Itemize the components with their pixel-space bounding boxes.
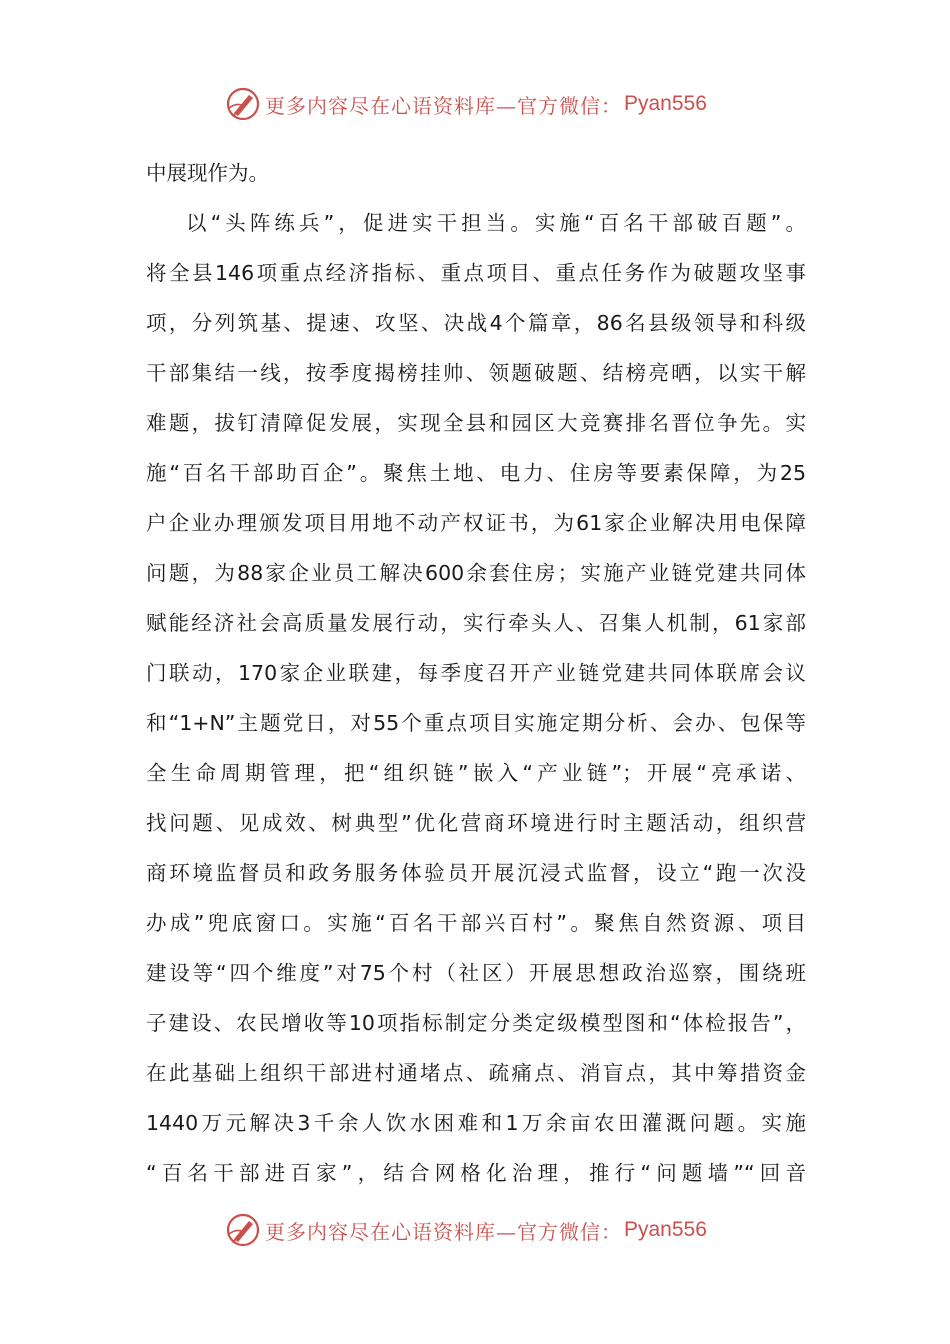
text-line: 干部集结一线，按季度揭榜挂帅、领题破题、结榜亮晒，以实干解 [146, 361, 806, 385]
text-line: 将全县146项重点经济指标、重点项目、重点任务作为破题攻坚事 [146, 261, 806, 285]
text-line: 施“百名干部助百企”。聚焦土地、电力、住房等要素保障，为25 [146, 461, 806, 485]
text-line: 商环境监督员和政务服务体验员开展沉浸式监督，设立“跑一次没 [146, 861, 806, 885]
watermark-text: 更多内容尽在心语资料库—官方微信： [265, 1219, 622, 1244]
pen-logo-icon [225, 1212, 261, 1248]
pen-logo-icon [225, 86, 261, 122]
text-line: “百名干部进百家”，结合网格化治理，推行“问题墙”“回音 [146, 1161, 806, 1185]
text-line: 找问题、见成效、树典型”优化营商环境进行时主题活动，组织营 [146, 811, 806, 835]
text-line: 在此基础上组织干部进村通堵点、疏痛点、消盲点，其中筹措资金 [146, 1061, 806, 1085]
text-line: 全生命周期管理，把“组织链”嵌入“产业链”；开展“亮承诺、 [146, 761, 806, 785]
text-line: 赋能经济社会高质量发展行动，实行牵头人、召集人机制，61家部 [146, 611, 806, 635]
text-line: 中展现作为。 [146, 161, 269, 185]
text-line: 办成”兜底窗口。实施“百名干部兴百村”。聚焦自然资源、项目 [146, 911, 806, 935]
watermark-text: 更多内容尽在心语资料库—官方微信： [265, 93, 622, 118]
text-line: 门联动，170家企业联建，每季度召开产业链党建共同体联席会议 [146, 661, 806, 685]
text-line: 难题，拔钉清障促发展，实现全县和园区大竞赛排名晋位争先。实 [146, 411, 806, 435]
watermark-footer [225, 1210, 707, 1250]
text-line: 子建设、农民增收等10项指标制定分类定级模型图和“体检报告”， [146, 1011, 806, 1035]
text-line: 建设等“四个维度”对75个村（社区）开展思想政治巡察，围绕班 [146, 961, 806, 985]
text-line: 项，分列筑基、提速、攻坚、决战4个篇章，86名县级领导和科级 [146, 311, 806, 335]
watermark-wechat-id: Pyan556 [624, 92, 707, 115]
watermark-header [225, 84, 707, 124]
document-body [146, 148, 806, 1198]
text-line: 和“1+N”主题党日，对55个重点项目实施定期分析、会办、包保等 [146, 711, 806, 735]
text-line: 户企业办理颁发项目用地不动产权证书，为61家企业解决用电保障 [146, 511, 806, 535]
text-line: 以“头阵练兵”，促进实干担当。实施“百名干部破百题”。 [186, 211, 806, 235]
watermark-wechat-id: Pyan556 [624, 1218, 707, 1241]
text-line: 问题，为88家企业员工解决600余套住房；实施产业链党建共同体 [146, 561, 806, 585]
text-line: 1440万元解决3千余人饮水困难和1万余亩农田灌溉问题。实施 [146, 1111, 806, 1135]
